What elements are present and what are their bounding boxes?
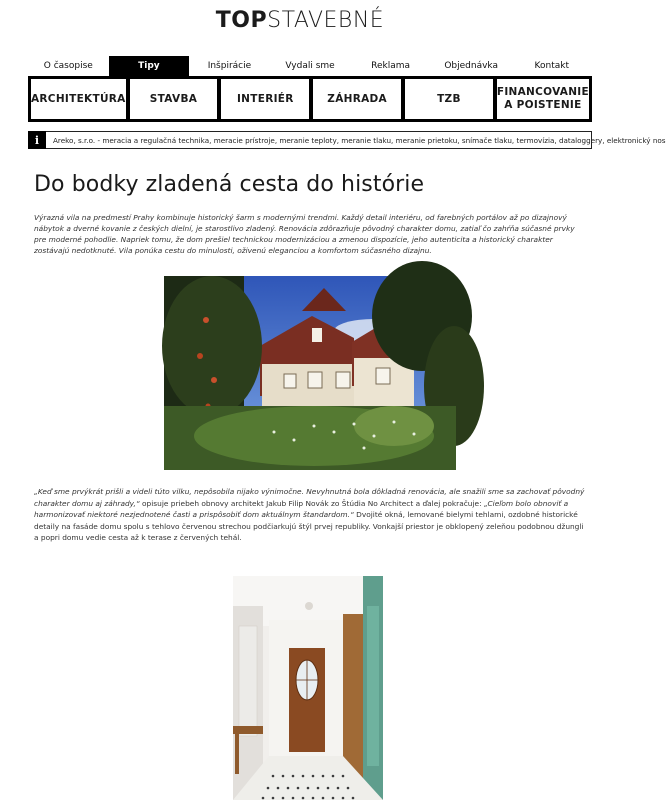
category-architektura[interactable]: ARCHITEKTÚRA [31,79,126,119]
category-zahrada[interactable]: ZÁHRADA [313,79,401,119]
logo-bold: TOP [215,8,268,33]
interior-hallway-illustration [233,576,383,800]
villa-exterior-illustration [164,276,456,470]
quote-attribution: opisuje priebeh obnovy architekt Jakub Filip Novák zo Štúdia No Architect a ďalej pokračuje: [139,498,484,508]
category-interier[interactable]: INTERIÉR [221,79,309,119]
category-tzb[interactable]: TZB [405,79,493,119]
site-logo[interactable] [0,8,600,33]
nav-item-kontakt[interactable]: Kontakt [534,61,569,71]
quote-second: „Cieľom bolo obnoviť a harmonizovať niektoré nezjednotené časti a prispôsobiť dom aktuálnym štandardom.“ [34,498,569,520]
news-ticker[interactable] [28,131,666,149]
interior-hallway-photo [233,576,383,800]
category-financovanie[interactable]: FINANCOVANIE A POISTENIE [497,79,589,119]
top-navigation [28,56,592,76]
nav-item-objednavka[interactable]: Objednávka [444,61,499,71]
nav-item-vydali-sme[interactable]: Vydali sme [285,61,335,71]
article-lead: Výrazná vila na predmestí Prahy kombinuje historický šarm s modernými trendmi. Každý detail interiéru, od farebných portálov až po dizajnový nábytok a dverné kovanie z českých dielní, je starostlivo zladený. Renovácia zdôrazňuje pôvodný charakter domu, zatiaľ čo zahŕňa súčasné prvky pre moderné pohodlie. Napriek tomu, že dom prešiel technickou modernizáciou a zmenou dispozície, jeho autenticita a historický charakter zostávajú nedotknuté. Vila ponúka cestu do minulosti, oživenú eleganciou a komfortom súčasného dizajnu. [34,213,575,255]
category-bar [28,76,592,122]
villa-exterior-photo [164,276,456,470]
quote-first: „Keď sme prvýkrát prišli a videli túto vilku, nepôsobila nijako výnimočne. Nevyhnutná bola dôkladná renovácia, ale snažili sme sa zachovať pôvodný charakter domu aj záhrady,“ [34,487,585,508]
article-body [34,486,588,544]
article-title: Do bodky zladená cesta do histórie [34,172,425,197]
info-icon: i [28,131,46,149]
nav-item-reklama[interactable]: Reklama [371,61,411,71]
ticker-text[interactable]: Areko, s.r.o. - meracia a regulačná technika, meracie prístroje, meranie teploty, meranie tlaku, meranie prietoku, snímače tlaku, termovízia, dataloggery, elektronický nos [53,135,666,145]
nav-item-o-casopise[interactable]: O časopise [43,61,93,71]
nav-item-tipy[interactable]: Tipy [109,56,190,76]
logo-light: STAVEBNÉ [267,8,385,33]
body-rest: Dvojité okná, lemované bielymi tehlami, ozdobné historické detaily na fasáde domu spolu s tehlovo červenou strechou podčiarkujú štýl prvej republiky. Vonkajší priestor je obklopený zeleňou podobnou džungli a popri domu vedie cesta až k terase z červených tehál. [34,510,584,543]
nav-item-inspiracie[interactable]: Inšpirácie [207,61,252,71]
category-stavba[interactable]: STAVBA [130,79,218,119]
